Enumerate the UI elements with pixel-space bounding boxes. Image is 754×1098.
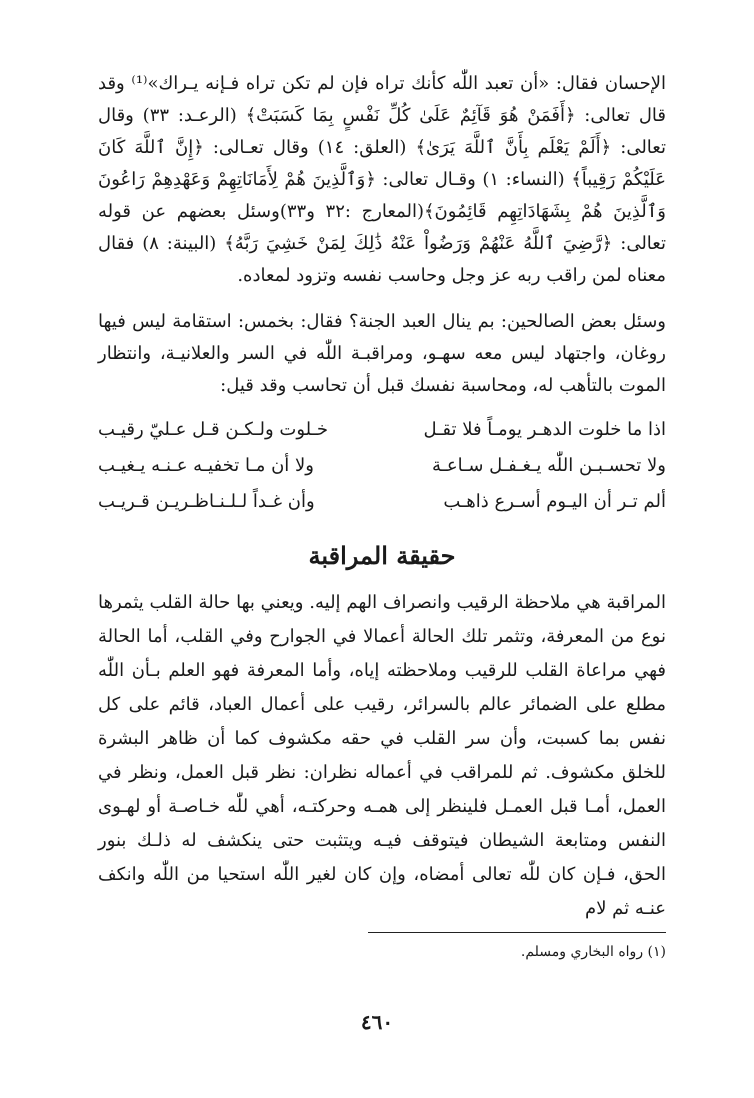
section-body: المراقبة هي ملاحظة الرقيب وانصراف الهم إليه. ويعني بها حالة القلب يثمرها نوع من المعرفة، وتثمر تلك الحالة أعمالا في الجوارح وفي القلب، أما الحالة فهي مراعاة القلب للرقيب وملاحظته إياه، وأما المعرفة فهو العلم بـأن اللّٰه مطلع على الضمائر عالم بالسرائر، رقيب على أعمال العباد، قائم على كل نفس بما كسبت، وأن سر القلب في حقه مكشوف كما أن ظاهر البشرة للخلق مكشوف. ثم للمراقب في أعماله نظران: نظر قبل العمل، ونظر في العمل، أمـا قبل العمـل فلينظر إلى همـه وحركتـه، أهي للّٰه خـاصـة أو لهـوى النفس ومتابعة الشيطان فيتوقف فيـه ويتثبت حتى ينكشف له ذلـك بنور الحق، فـإن كان للّٰه تعالى أمضاه، وإن كان لغير اللّٰه استحيا من اللّٰه وانكف عنـه ثم لام	[98, 592, 666, 919]
poem-hemistich: اذا ما خلوت الدهـر يومـاً فلا تقـل	[423, 419, 666, 440]
poem-hemistich: ولا أن مـا تخفيـه عـنـه يـغيـب	[98, 455, 314, 476]
poem-verse-2	[98, 448, 666, 484]
footnote-divider	[368, 932, 666, 933]
paragraph-2: وسئل بعض الصالحين: بم ينال العبد الجنة؟ فقال: بخمس: استقامة ليس فيها روغان، واجتهاد ليس معه سهـو، ومراقبـة اللّٰه في السر والعلانيـة، وانتظار الموت بالتأهب له، ومحاسبة نفسك قبل أن تحاسب وقد قيل:	[98, 311, 666, 396]
poem	[98, 412, 666, 520]
page-number: ٤٦٠	[360, 1010, 394, 1034]
poem-hemistich: ولا تحسـبـن اللّٰه يـغـفـل سـاعـة	[431, 455, 666, 476]
section-heading: حقيقة المراقبة	[308, 541, 456, 570]
poem-hemistich: ألم تـر أن اليـوم أسـرع ذاهـب	[443, 491, 666, 512]
page-content	[98, 68, 666, 926]
poem-verse-1	[98, 412, 666, 448]
poem-hemistich: وأن غـداً لـلـنـاظـريـن قـريـب	[98, 491, 315, 512]
poem-hemistich: خـلوت ولـكـن قـل عـليّ رقيـب	[98, 419, 329, 440]
footnote: (١) رواه البخاري ومسلم.	[520, 944, 666, 960]
paragraph-1: الإحسان فقال: «أن تعبد اللّٰه كأنك تراه فإن لم تكن تراه فـإنه يـراك»⁽¹⁾ وقد قال تعالى: ﴿أَفَمَنْ هُوَ قَآئِمٌ عَلَىٰ كُلِّ نَفْسٍ بِمَا كَسَبَتْ﴾ (الرعـد: ٣٣) وقال تعالى: ﴿أَلَمْ يَعْلَم بِأَنَّ ٱللَّهَ يَرَىٰ﴾ (العلق: ١٤) وقال تعـالى: ﴿إِنَّ ٱللَّهَ كَانَ عَلَيْكُمْ رَقِيباً﴾ (النساء: ١) وقـال تعالى: ﴿وَٱلَّذِينَ هُمْ لِأَمَانَاتِهِمْ وَعَهْدِهِمْ رَاعُونَ وَٱلَّذِينَ هُمْ بِشَهَادَاتِهِم قَائِمُونَ﴾(المعارج :٣٢ و٣٣)وسئل بعضهم عن قوله تعالى: ﴿رَّضِيَ ٱللَّهُ عَنْهُمْ وَرَضُواْ عَنْهُ ذَٰلِكَ لِمَنْ خَشِيَ رَبَّهُ﴾ (البينة: ٨) فقال معناه لمن راقب ربه عز وجل وحاسب نفسه وتزود لمعاده.	[98, 73, 666, 286]
poem-verse-3	[98, 484, 666, 520]
